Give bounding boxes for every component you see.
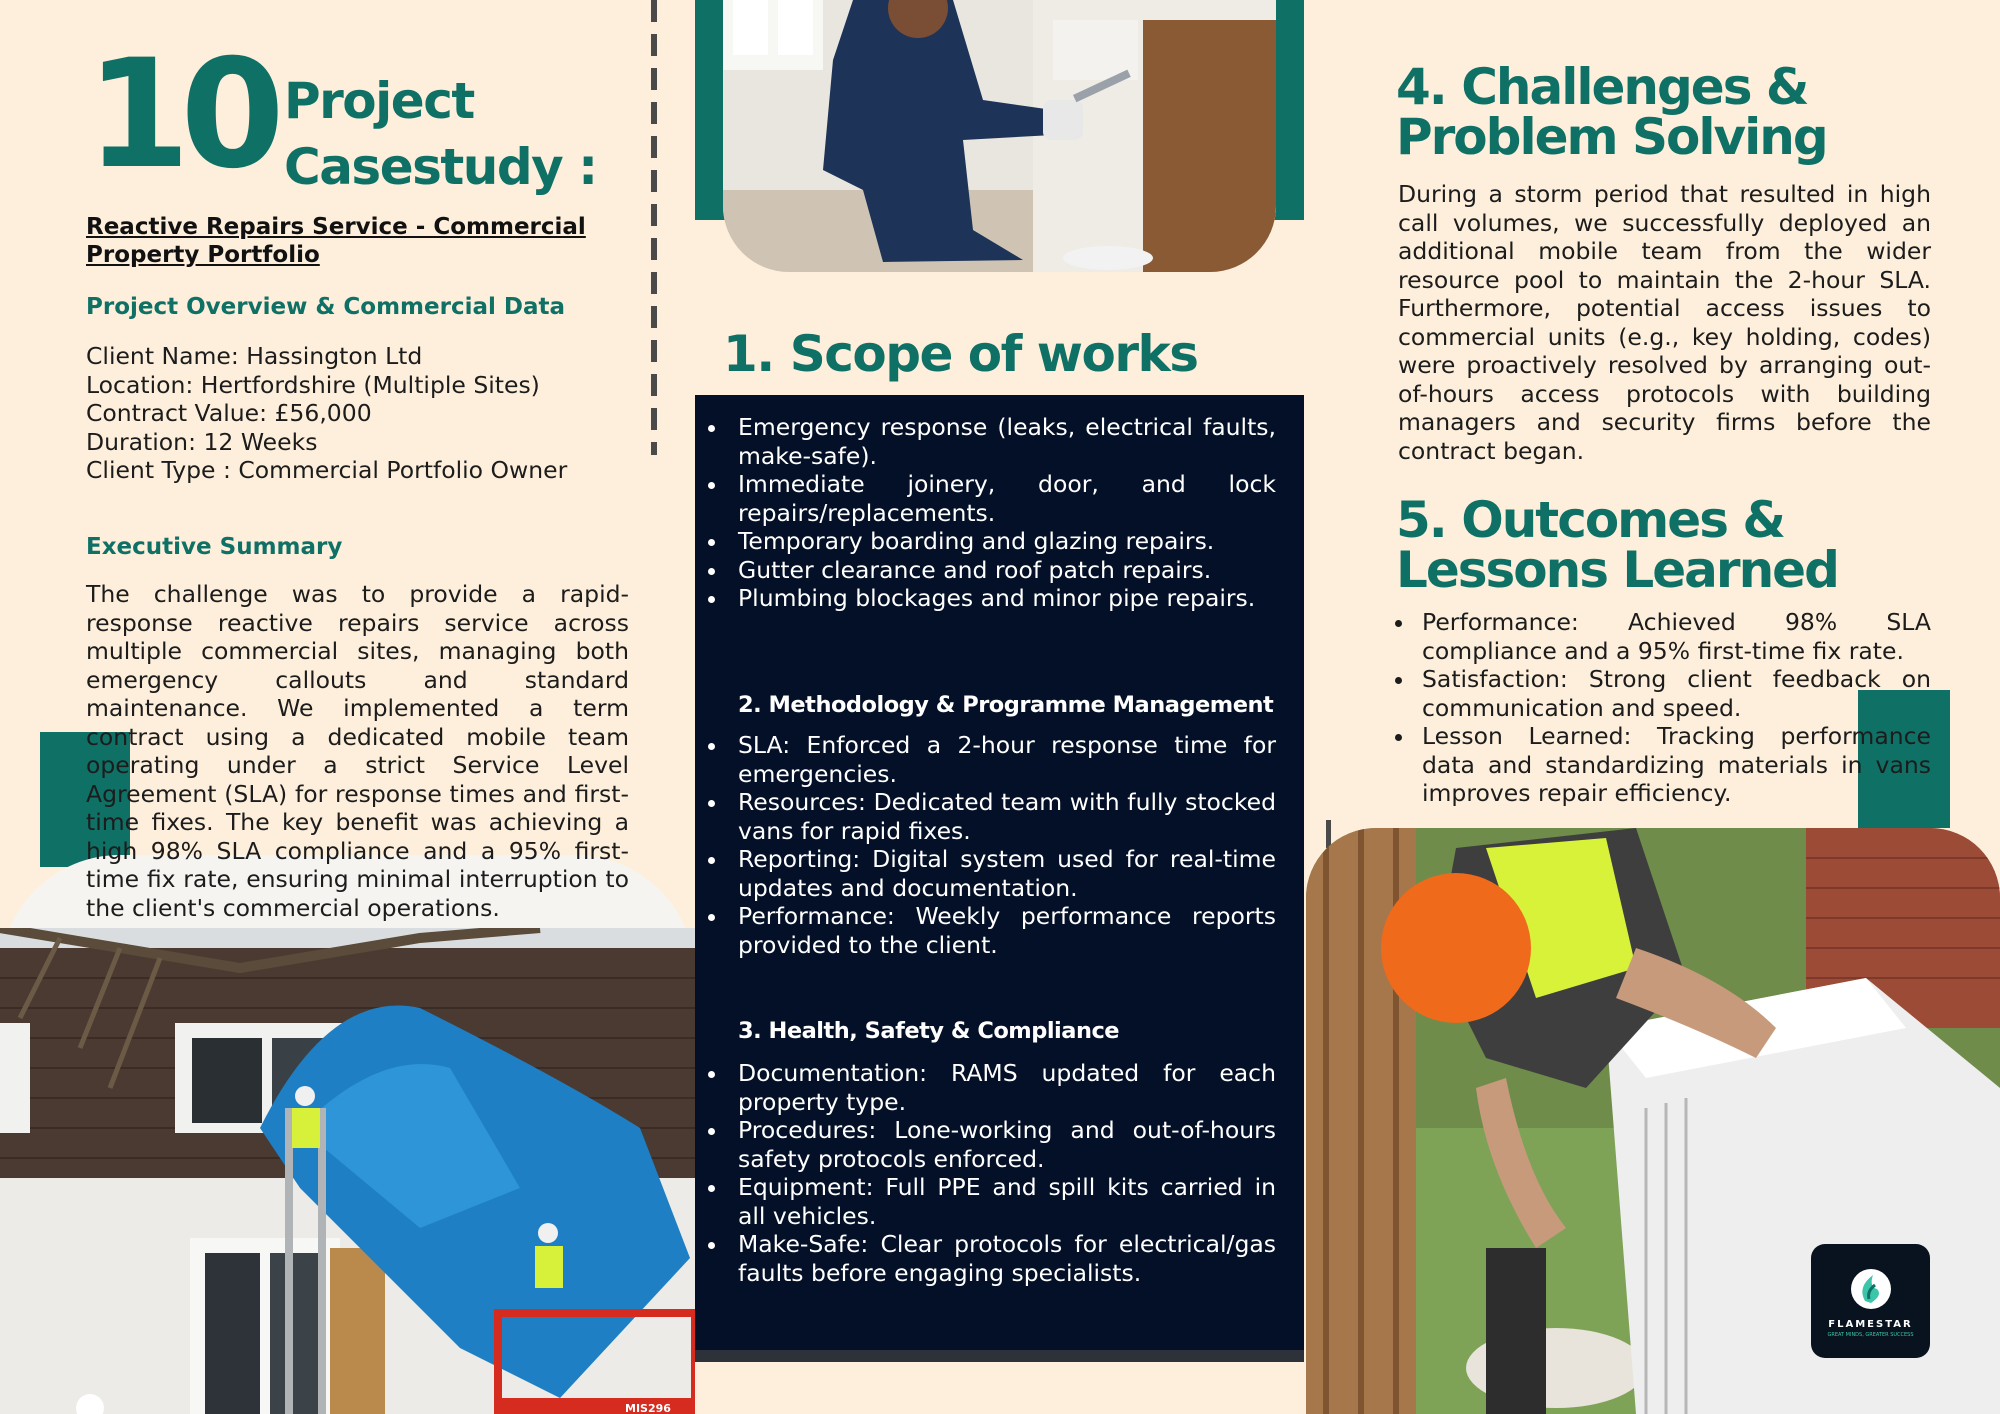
page-title — [284, 68, 597, 200]
challenges-heading-line-1: 4. Challenges & — [1396, 58, 1808, 116]
scope-list — [738, 413, 1276, 613]
overview-item: Duration: 12 Weeks — [86, 427, 318, 456]
methodology-heading: 2. Methodology & Programme Management — [738, 692, 1274, 718]
outcomes-heading-line-1: 5. Outcomes & — [1396, 491, 1784, 549]
challenges-text: During a storm period that resulted in high call volumes, we successfully deployed an additional mobile team from the wider resource pool to maintain the 2-hour SLA. Furthermore, potential access issues to commercial units (e.g., key holding, codes) were proactively resolved by arranging out-of-hours access protocols with building managers and security firms before the contract began. — [1398, 180, 1931, 465]
flamestar-logo — [1811, 1244, 1930, 1358]
list-item: Plumbing blockages and minor pipe repairs. — [738, 584, 1276, 613]
overview-item: Location: Hertfordshire (Multiple Sites) — [86, 370, 540, 399]
outcomes-heading — [1396, 491, 1838, 599]
logo-name: FLAMESTAR — [1828, 1318, 1913, 1330]
outcomes-list — [1422, 608, 1931, 808]
title-line-1: Project — [284, 72, 474, 130]
health-safety-heading: 3. Health, Safety & Compliance — [738, 1018, 1120, 1044]
list-item: Performance: Achieved 98% SLA compliance and a 95% first-time fix rate. — [1422, 608, 1931, 665]
list-item: Immediate joinery, door, and lock repairs/replacements. — [738, 470, 1276, 527]
roof-repair-photo — [0, 928, 695, 1414]
list-item: Satisfaction: Strong client feedback on communication and speed. — [1422, 665, 1931, 722]
project-subtitle: Reactive Repairs Service - Commercial Property Portfolio — [86, 214, 586, 268]
executive-summary-heading: Executive Summary — [86, 534, 343, 560]
list-item: Emergency response (leaks, electrical faults, make-safe). — [738, 413, 1276, 470]
list-item: Performance: Weekly performance reports provided to the client. — [738, 902, 1276, 959]
executive-summary-text: The challenge was to provide a rapid-response reactive repairs service across multiple commercial sites, managing both emergency callouts and standard maintenance. We implemented a term contract using a dedicated mobile team operating under a strict Service Level Agreement (SLA) for response times and first-time fixes. The key benefit was achieving a high 98% SLA compliance and a 95% first-time fix rate, ensuring minimal interruption to the client's commercial operations. — [86, 580, 629, 922]
case-study-number: 10 — [86, 28, 275, 202]
overview-item: Contract Value: £56,000 — [86, 399, 372, 427]
list-item: Documentation: RAMS updated for each property type. — [738, 1059, 1276, 1116]
plumber-photo — [723, 0, 1276, 272]
flame-leaf-icon — [1847, 1265, 1895, 1313]
list-item: Reporting: Digital system used for real-time updates and documentation. — [738, 845, 1276, 902]
overview-list — [86, 342, 646, 485]
list-item: Temporary boarding and glazing repairs. — [738, 527, 1276, 556]
methodology-list — [738, 731, 1276, 959]
panel-bottom-bar — [695, 1350, 1304, 1362]
list-item: Procedures: Lone-working and out-of-hours safety protocols enforced. — [738, 1116, 1276, 1173]
list-item: Resources: Dedicated team with fully stocked vans for rapid fixes. — [738, 788, 1276, 845]
challenges-heading-line-2: Problem Solving — [1396, 108, 1827, 166]
list-item: Lesson Learned: Tracking performance data and standardizing materials in vans improves repair efficiency. — [1422, 722, 1931, 807]
list-item: Equipment: Full PPE and spill kits carried in all vehicles. — [738, 1173, 1276, 1230]
title-line-2: Casestudy : — [284, 138, 597, 196]
logo-tagline: GREAT MINDS, GREATER SUCCESS — [1827, 1331, 1914, 1338]
scope-heading: 1. Scope of works — [723, 325, 1198, 383]
scaffold-label: MIS296 — [625, 1402, 671, 1414]
dashed-divider — [651, 0, 657, 455]
outcomes-heading-line-2: Lessons Learned — [1396, 541, 1838, 599]
overview-item: Client Name: Hassington Ltd — [86, 342, 423, 370]
list-item: Make-Safe: Clear protocols for electrical/gas faults before engaging specialists. — [738, 1230, 1276, 1287]
health-safety-list — [738, 1059, 1276, 1287]
overview-heading: Project Overview & Commercial Data — [86, 294, 566, 320]
list-item: SLA: Enforced a 2-hour response time for emergencies. — [738, 731, 1276, 788]
overview-item: Client Type : Commercial Portfolio Owner — [86, 456, 568, 484]
list-item: Gutter clearance and roof patch repairs. — [738, 556, 1276, 585]
challenges-heading — [1396, 58, 1827, 166]
